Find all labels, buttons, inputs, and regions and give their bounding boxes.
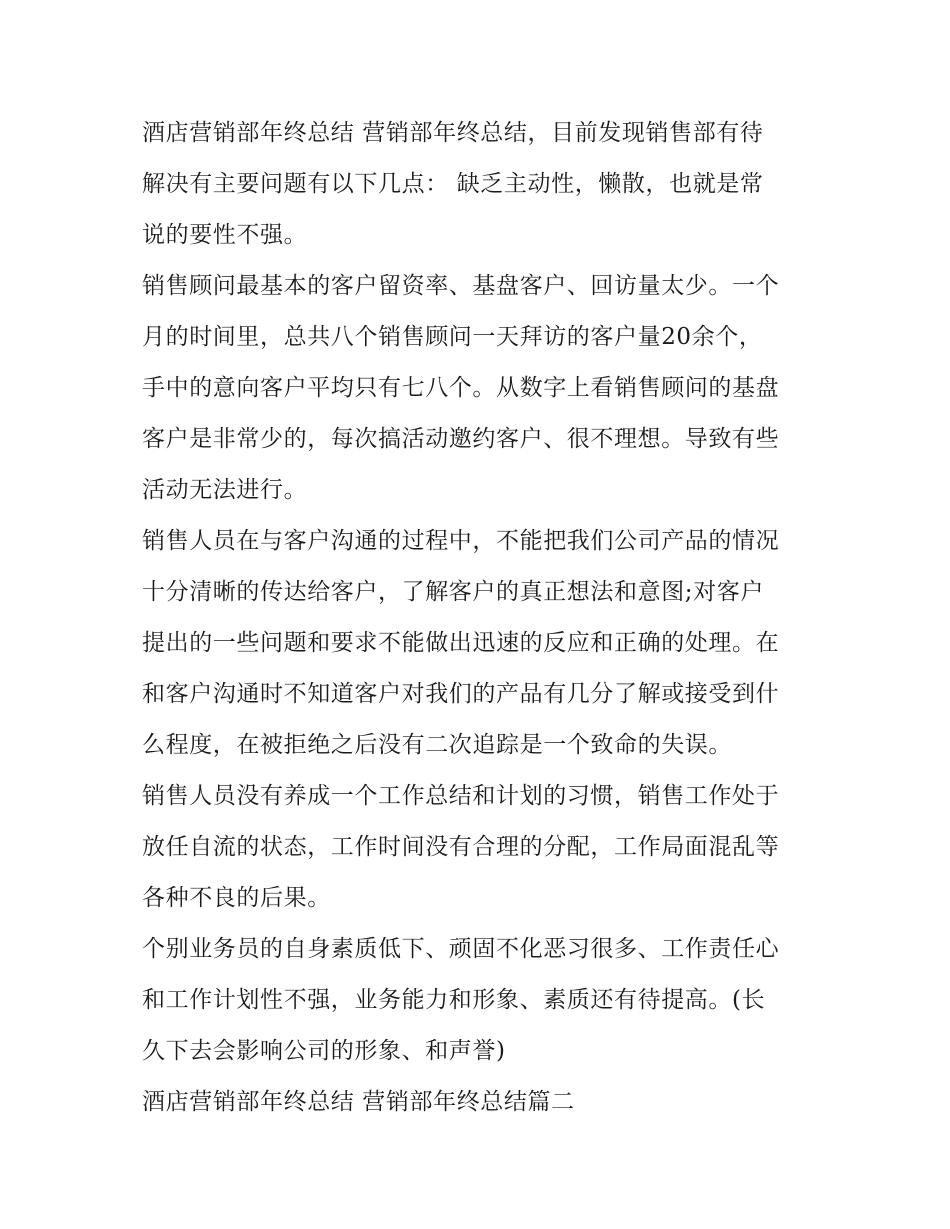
document-body [142,108,822,1128]
text-line: 和客户沟通时不知道客户对我们的产品有几分了解或接受到什 [142,681,780,707]
text-line: 各种不良的后果。 [142,885,331,911]
text-line: 说的要性不强。 [142,222,308,248]
text-line: 解决有主要问题有以下几点： 缺乏主动性，懒散，也就是常 [142,171,764,197]
text-line: 提出的一些问题和要求不能做出迅速的反应和正确的处理。在 [142,630,780,656]
text-line: 销售顾问最基本的客户留资率、基盘客户、回访量太少。一个 [142,273,780,299]
text-line: 和工作计划性不强，业务能力和形象、素质还有待提高。(长 [142,987,766,1013]
text-line: 销售人员在与客户沟通的过程中，不能把我们公司产品的情况 [142,528,780,554]
text-line: 手中的意向客户平均只有七八个。从数字上看销售顾问的基盘 [142,375,780,401]
text-line: 月的时间里，总共八个销售顾问一天拜访的客户量20余个， [142,324,763,350]
text-line: 酒店营销部年终总结 营销部年终总结，目前发现销售部有待 [142,120,764,146]
text-line: 十分清晰的传达给客户，了解客户的真正想法和意图;对客户 [142,579,764,605]
text-line: 久下去会影响公司的形象、和声誉) [142,1038,506,1064]
text-line: 放任自流的状态，工作时间没有合理的分配，工作局面混乱等 [142,834,780,860]
text-line: 么程度，在被拒绝之后没有二次追踪是一个致命的失误。 [142,732,732,758]
text-line: 销售人员没有养成一个工作总结和计划的习惯，销售工作处于 [142,783,780,809]
text-line: 酒店营销部年终总结 营销部年终总结篇二 [142,1089,575,1115]
text-line: 个别业务员的自身素质低下、顽固不化恶习很多、工作责任心 [142,936,780,962]
text-line: 客户是非常少的，每次搞活动邀约客户、很不理想。导致有些 [142,426,780,452]
text-line: 活动无法进行。 [142,477,308,503]
